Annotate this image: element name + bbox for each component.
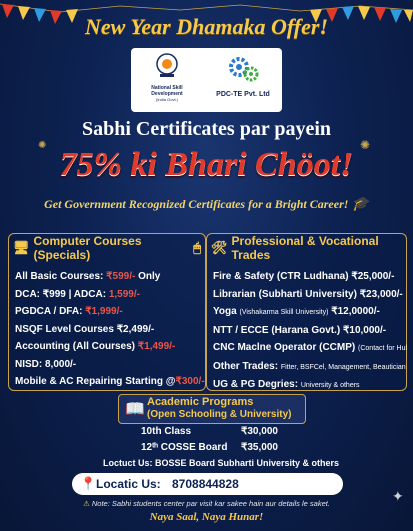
vocational-item: Fire & Safety (CTR Ludhana) ₹25,000/-	[213, 271, 395, 282]
contact-phone[interactable]: 8708844828	[172, 477, 239, 491]
academic-row-label: 10th Class	[141, 426, 192, 437]
book-icon: 📖	[125, 401, 145, 418]
warning-icon: ⚠	[83, 499, 90, 508]
computer-course-item: NISD: 8,000/-	[15, 358, 77, 370]
logo-strip	[131, 48, 282, 112]
computer-courses-title: Computer Courses (Specials)	[33, 234, 142, 262]
computer-courses-header	[13, 234, 201, 262]
sparkle-icon: ✦	[392, 488, 404, 504]
tagline-text: Get Government Recognized Certificates for a Bright Career!	[44, 197, 349, 211]
firework-icon: ✺	[360, 138, 371, 152]
academic-subtitle: (Open Schooling & University)	[147, 409, 292, 420]
location-pin-icon: 📍	[80, 476, 97, 491]
emblem-icon	[152, 52, 182, 80]
footer-slogan: Naya Saal, Naya Hunar!	[149, 511, 264, 523]
firework-icon: ✺	[38, 140, 47, 151]
offer-title: New Year Dhamaka Offer!	[84, 14, 329, 39]
computer-course-item: Mobile & AC Repairing Starting @₹300/-	[15, 376, 205, 387]
pdcte-logo	[209, 52, 277, 108]
computer-courses-panel	[8, 233, 206, 391]
academic-row-value: ₹30,000	[241, 426, 278, 437]
vocational-item: Other Trades: Fitter, BSFCel, Management, Beautician	[213, 360, 406, 372]
pdcte-name: PDC-TE Pvt. Ltd	[216, 91, 270, 98]
computer-course-list	[15, 268, 203, 391]
contact-label: Locatic Us:	[96, 477, 161, 491]
nsd-subtitle: (India Govt.)	[155, 97, 178, 102]
academic-row-value: ₹35,000	[241, 442, 278, 453]
vocational-item: Librarian (Subharti University) ₹23,000/-	[213, 288, 403, 300]
mouse-icon: 🖱	[193, 240, 201, 255]
tagline	[0, 196, 413, 213]
academic-title: Academic Programs	[147, 396, 254, 408]
tools-icon: 🛠	[211, 240, 228, 255]
computer-course-item: All Basic Courses: ₹599/- Only	[15, 271, 161, 282]
gear-icon	[226, 52, 260, 86]
note	[0, 499, 413, 508]
headline-discount: 75% ki Bhari Chöot!	[59, 146, 354, 183]
computer-course-item: NSQF Level Courses ₹2,499/-	[15, 323, 155, 335]
vocational-trades-header	[211, 234, 402, 262]
computer-course-item: PGDCA / DFA: ₹1,999/-	[15, 306, 123, 317]
academic-programs-box	[118, 394, 306, 424]
academic-locate-line: Loctuct Us: BOSSE Board Subharti University & others	[103, 458, 340, 468]
computer-course-item: DCA: ₹999 | ADCA: 1,599/-	[15, 288, 140, 300]
vocational-item: Yoga (Vishakarma Skill University) ₹12,0000/-	[213, 306, 380, 317]
vocational-trades-title: Professional & Vocational Trades	[231, 234, 379, 262]
note-text: Note: Sabhi students center par visit kar sakee hain aur details le saket.	[91, 499, 330, 508]
vocational-item: UG & PG Degries: University & others	[213, 379, 360, 390]
academic-row-label: 12ᵗʰ COSSE Board	[141, 442, 228, 453]
nsd-name: National Skill Development	[151, 85, 183, 97]
headline-line1: Sabhi Certificates par payein	[81, 118, 332, 140]
contact-bar[interactable]	[72, 473, 343, 495]
graduation-cap-icon: 🎓	[351, 197, 369, 212]
vocational-trade-list	[213, 268, 408, 395]
vocational-item: NTT / ECCE (Harana Govt.) ₹10,000/-	[213, 324, 387, 336]
nsd-logo	[137, 52, 197, 108]
computer-icon: 🖥	[13, 240, 30, 255]
vocational-trades-panel	[206, 233, 407, 391]
computer-course-item: Accounting (All Courses) ₹1,499/-	[15, 341, 176, 352]
vocational-item: CNC Maclne Operator (CCMP) (Contact for Hul	[213, 342, 408, 353]
